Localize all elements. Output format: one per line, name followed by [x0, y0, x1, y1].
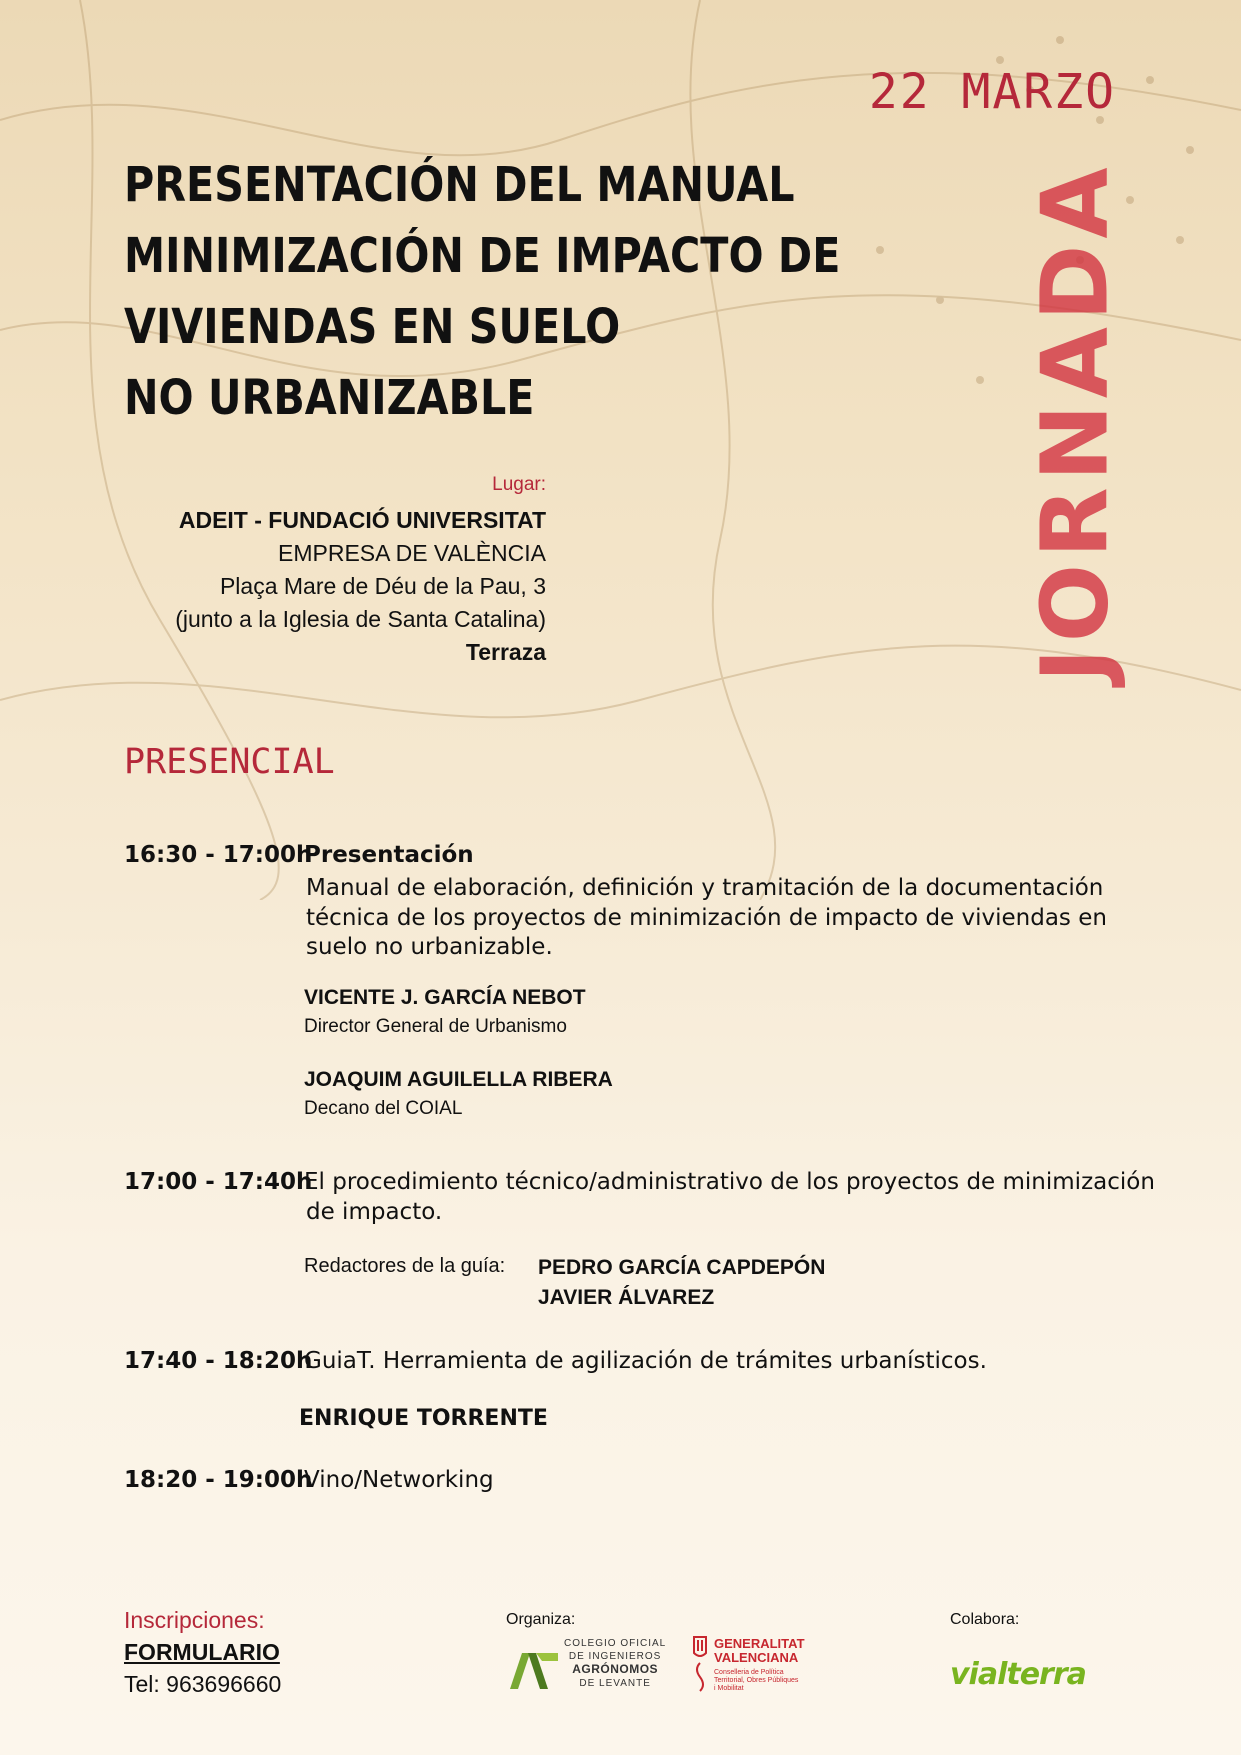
generalitat-logo-subtext: Conselleria de Política Territorial, Obres Públiques i Mobilitat	[714, 1669, 799, 1692]
registration-block	[124, 1604, 281, 1700]
speaker-role: Director General de Urbanismo	[304, 1016, 567, 1037]
venue-name: ADEIT - FUNDACIÓ UNIVERSITAT	[178, 507, 546, 533]
slot-time: 16:30 - 17:00h	[124, 842, 313, 868]
editors-label: Redactores de la guía:	[304, 1255, 506, 1277]
editor-name: JAVIER ÁLVAREZ	[538, 1286, 715, 1309]
slot-time: 17:00 - 17:40h	[124, 1169, 313, 1195]
registration-label: Inscripciones:	[124, 1607, 265, 1633]
collaborator-block	[950, 1611, 1086, 1692]
section-title: PRESENCIAL	[124, 742, 335, 782]
speaker-role: Decano del COIAL	[304, 1098, 463, 1119]
speaker-name: ENRIQUE TORRENTE	[299, 1406, 548, 1431]
generalitat-logo	[690, 1631, 810, 1697]
editors-names	[538, 1253, 825, 1313]
slot-title: GuiaT. Herramienta de agilización de trámites urbanísticos.	[304, 1348, 987, 1374]
venue-address: Plaça Mare de Déu de la Pau, 3	[219, 573, 546, 599]
slot-time: 17:40 - 18:20h	[124, 1348, 313, 1374]
venue-label: Lugar:	[492, 474, 546, 495]
title-line: NO URBANIZABLE	[124, 370, 535, 426]
slot-title: El procedimiento técnico/administrativo de los proyectos de minimización	[304, 1169, 1155, 1195]
title-line: VIVIENDAS EN SUELO	[124, 299, 621, 355]
vialterra-logo: vialterra	[950, 1657, 1086, 1692]
slot-description: Manual de elaboración, definición y tramitación de la documentación técnica de los proyectos de minimización de impacto de viviendas en suelo no urbanizable.	[306, 875, 1107, 960]
speaker-name: VICENTE J. GARCÍA NEBOT	[304, 986, 586, 1009]
generalitat-logo-text: GENERALITAT VALENCIANA	[714, 1636, 805, 1665]
coial-logo-text: COLEGIO OFICIAL DE INGENIEROS AGRÓNOMOS DE LEVANTE	[564, 1638, 667, 1689]
speaker	[304, 1068, 613, 1120]
speaker	[304, 986, 586, 1038]
event-date: 22 MARZO	[868, 64, 1116, 120]
title-line: PRESENTACIÓN DEL MANUAL	[124, 157, 795, 213]
slot-title: Presentación	[304, 842, 474, 868]
venue-name-cont: EMPRESA DE VALÈNCIA	[278, 540, 546, 566]
registration-form-link[interactable]: FORMULARIO	[124, 1639, 280, 1665]
venue-block	[100, 474, 546, 669]
collaborator-label: Colabora:	[950, 1611, 1020, 1628]
editor-name: PEDRO GARCÍA CAPDEPÓN	[538, 1256, 826, 1279]
coial-logo-icon	[506, 1639, 562, 1695]
coial-logo	[506, 1637, 676, 1697]
organizer-label: Organiza:	[506, 1611, 576, 1628]
event-title	[124, 150, 841, 434]
venue-landmark: (junto a la Iglesia de Santa Catalina)	[175, 606, 546, 632]
title-line: MINIMIZACIÓN DE IMPACTO DE	[124, 228, 841, 284]
slot-title-cont: de impacto.	[306, 1199, 443, 1225]
jornada-vertical-label: JORNADA	[1021, 161, 1129, 683]
generalitat-shield-icon	[690, 1633, 710, 1695]
organizer-block	[506, 1611, 805, 1692]
contact-phone: Tel: 963696660	[124, 1671, 282, 1697]
venue-area: Terraza	[465, 639, 546, 665]
speaker-name: JOAQUIM AGUILELLA RIBERA	[304, 1068, 613, 1091]
slot-title: Vino/Networking	[304, 1467, 494, 1493]
slot-time: 18:20 - 19:00h	[124, 1467, 313, 1493]
